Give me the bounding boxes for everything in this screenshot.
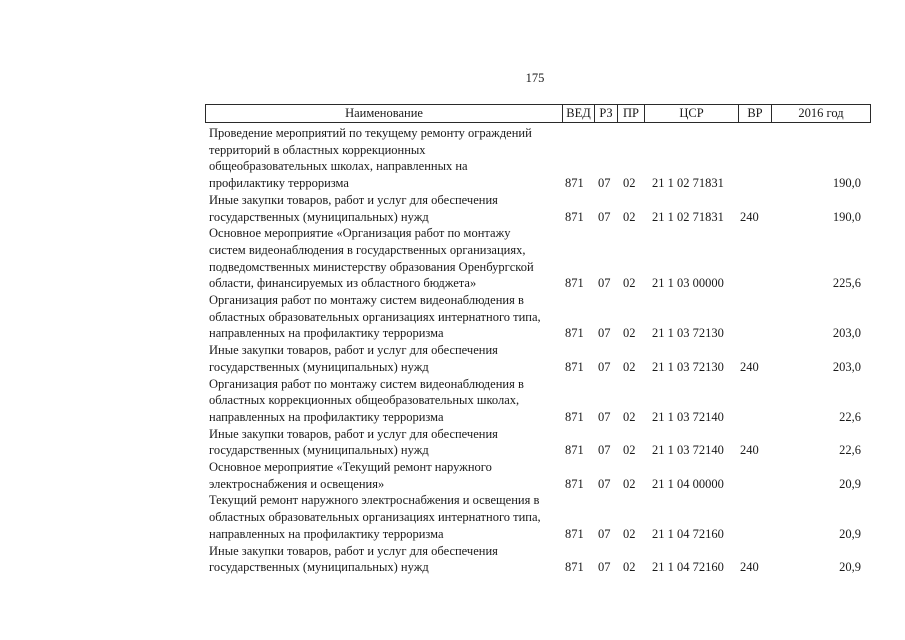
row-vr: 240 [740,443,759,458]
row-pr: 02 [623,476,636,491]
row-amount: 20,9 [839,560,861,575]
row-pr: 02 [623,359,636,374]
row-ved: 871 [565,476,584,491]
row-pr: 02 [623,176,636,191]
row-csr: 21 1 04 72160 [652,526,724,541]
row-name [205,376,559,426]
row-csr: 21 1 04 00000 [652,476,724,491]
row-rz: 07 [598,409,611,424]
row-name-line: Иные закупки товаров, работ и услуг для обеспечения [209,426,498,441]
row-ved: 871 [565,359,584,374]
row-amount: 190,0 [832,209,861,224]
row-name-line: направленных на профилактику терроризма [209,409,444,424]
table-body [205,125,871,576]
row-pr: 02 [623,560,636,575]
row-name [205,543,559,576]
column-header-ved: ВЕД [563,105,595,122]
row-ved: 871 [565,276,584,291]
row-name-line: систем видеонаблюдения в государственных организациях, [209,242,526,257]
row-name [205,492,559,542]
row-csr: 21 1 03 72140 [652,443,724,458]
column-header-name: Наименование [206,105,563,122]
row-pr: 02 [623,276,636,291]
row-name-line: государственных (муниципальных) нужд [209,560,429,575]
table-row [205,426,871,459]
row-vr: 240 [740,359,759,374]
row-name-line: Иные закупки товаров, работ и услуг для обеспечения [209,192,498,207]
row-amount: 203,0 [832,359,861,374]
row-rz: 07 [598,476,611,491]
row-name-line: профилактику терроризма [209,176,349,191]
row-name-line: Проведение мероприятий по текущему ремонту ограждений [209,126,532,140]
row-ved: 871 [565,209,584,224]
row-name-line: Текущий ремонт наружного электроснабжения и освещения в [209,493,540,508]
row-amount: 20,9 [839,526,861,541]
table-row [205,376,871,426]
table-row [205,225,871,292]
row-ved: 871 [565,176,584,191]
row-pr: 02 [623,209,636,224]
row-rz: 07 [598,276,611,291]
row-amount: 20,9 [839,476,861,491]
column-header-rz: РЗ [595,105,618,122]
table-row [205,292,871,342]
row-name [205,125,559,192]
row-name-line: государственных (муниципальных) нужд [209,443,429,458]
table-row [205,342,871,375]
row-name [205,292,559,342]
row-name-line: общеобразовательных школах, направленных на [209,159,468,174]
row-ved: 871 [565,560,584,575]
row-csr: 21 1 04 72160 [652,560,724,575]
row-name-line: Иные закупки товаров, работ и услуг для обеспечения [209,543,498,558]
row-rz: 07 [598,326,611,341]
table-row [205,459,871,492]
row-name-line: областных коррекционных общеобразовательных школах, [209,393,520,408]
row-amount: 203,0 [832,326,861,341]
row-name-line: территорий в областных коррекционных [209,142,426,157]
row-pr: 02 [623,443,636,458]
table-row [205,125,871,192]
row-amount: 22,6 [839,443,861,458]
row-csr: 21 1 02 71831 [652,209,724,224]
row-name [205,225,559,292]
row-name-line: государственных (муниципальных) нужд [209,359,429,374]
column-header-vr: ВР [739,105,772,122]
row-csr: 21 1 03 00000 [652,276,724,291]
table-row [205,192,871,225]
row-csr: 21 1 03 72130 [652,326,724,341]
row-name-line: подведомственных министерству образования Оренбургской [209,259,534,274]
row-name [205,342,559,375]
column-header-pr: ПР [618,105,645,122]
table-row [205,543,871,576]
row-rz: 07 [598,560,611,575]
row-ved: 871 [565,326,584,341]
row-csr: 21 1 03 72140 [652,409,724,424]
row-pr: 02 [623,409,636,424]
row-rz: 07 [598,443,611,458]
row-name-line: Основное мероприятие «Организация работ по монтажу [209,226,511,241]
row-ved: 871 [565,409,584,424]
row-name [205,426,559,459]
row-name-line: области, финансируемых из областного бюджета» [209,276,477,291]
row-name-line: Основное мероприятие «Текущий ремонт наружного [209,460,492,475]
row-name-line: направленных на профилактику терроризма [209,526,444,541]
page-number: 175 [525,71,545,85]
row-rz: 07 [598,359,611,374]
row-name-line: областных образовательных организациях интернатного типа, [209,309,541,324]
row-name-line: направленных на профилактику терроризма [209,326,444,341]
row-vr: 240 [740,560,759,575]
table-row [205,492,871,542]
row-pr: 02 [623,526,636,541]
row-name-line: областных образовательных организациях интернатного типа, [209,510,541,525]
row-rz: 07 [598,526,611,541]
row-name-line: Организация работ по монтажу систем видеонаблюдения в [209,376,524,391]
row-amount: 225,6 [832,276,861,291]
row-name-line: Иные закупки товаров, работ и услуг для обеспечения [209,343,498,358]
row-name-line: Организация работ по монтажу систем видеонаблюдения в [209,293,524,308]
row-rz: 07 [598,209,611,224]
row-ved: 871 [565,526,584,541]
column-header-csr: ЦСР [645,105,739,122]
row-name-line: электроснабжения и освещения» [209,476,385,491]
row-csr: 21 1 02 71831 [652,176,724,191]
row-csr: 21 1 03 72130 [652,359,724,374]
row-name [205,192,559,225]
row-amount: 190,0 [832,176,861,191]
row-vr: 240 [740,209,759,224]
table-header [205,104,871,123]
row-pr: 02 [623,326,636,341]
row-rz: 07 [598,176,611,191]
row-amount: 22,6 [839,409,861,424]
row-ved: 871 [565,443,584,458]
column-header-year: 2016 год [798,106,844,120]
row-name [205,459,559,492]
row-name-line: государственных (муниципальных) нужд [209,209,429,224]
